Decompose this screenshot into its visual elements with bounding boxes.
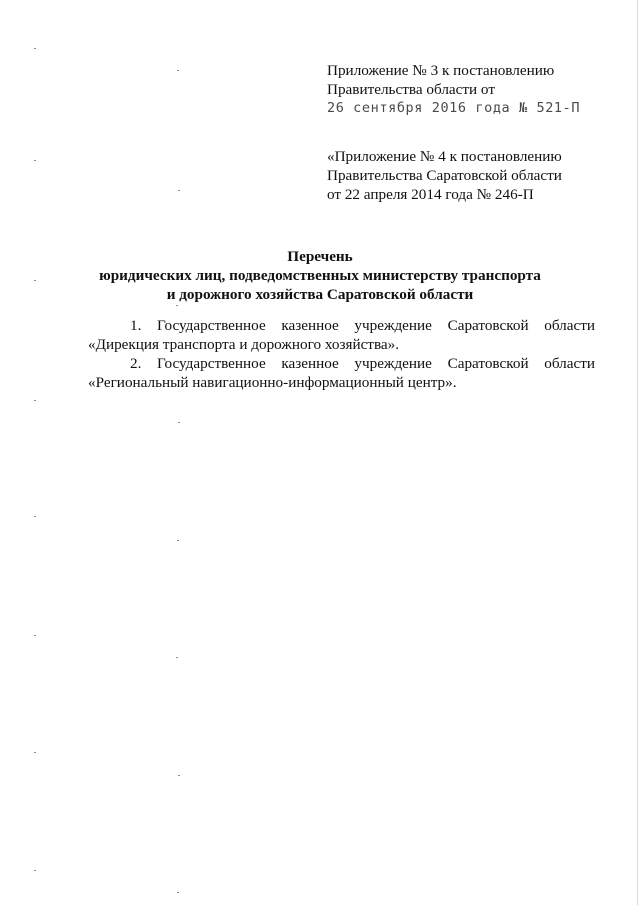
scan-speck (34, 400, 36, 401)
page-edge-line (637, 0, 638, 905)
scan-speck (176, 657, 178, 658)
scan-speck (178, 190, 180, 191)
scan-speck (34, 870, 36, 871)
scan-speck (178, 422, 180, 423)
list-item: 2. Государственное казенное учреждение Саратовской области «Региональный навигационно-информационный центр». (88, 355, 595, 391)
scan-speck (34, 48, 36, 49)
appendix-4-line-1: «Приложение № 4 к постановлению (327, 148, 562, 165)
list-item: 1. Государственное казенное учреждение Саратовской области «Дирекция транспорта и дорожного хозяйства». (88, 317, 595, 353)
entity-list (88, 316, 595, 392)
appendix-3-header (327, 61, 580, 118)
scan-speck (34, 752, 36, 753)
appendix-4-header (327, 147, 562, 204)
appendix-3-line-1: Приложение № 3 к постановлению (327, 62, 555, 79)
scan-speck (177, 892, 179, 893)
scan-speck (34, 635, 36, 636)
title-line-2: юридических лиц, подведомственных министерству транспорта (99, 267, 541, 284)
title-line-1: Перечень (287, 248, 353, 265)
scan-speck (178, 775, 180, 776)
appendix-3-date-stamp: 26 сентября 2016 года № 521-П (327, 100, 581, 116)
appendix-4-line-3: от 22 апреля 2014 года № 246-П (327, 186, 534, 203)
scan-speck (34, 280, 36, 281)
scan-speck (34, 516, 36, 517)
scan-speck (177, 70, 179, 71)
scan-speck (176, 305, 178, 306)
scan-speck (34, 160, 36, 161)
document-title (0, 247, 640, 304)
appendix-4-line-2: Правительства Саратовской области (327, 167, 562, 184)
title-line-3: и дорожного хозяйства Саратовской области (166, 286, 474, 303)
scan-speck (177, 540, 179, 541)
appendix-3-line-2: Правительства области от (327, 81, 495, 98)
